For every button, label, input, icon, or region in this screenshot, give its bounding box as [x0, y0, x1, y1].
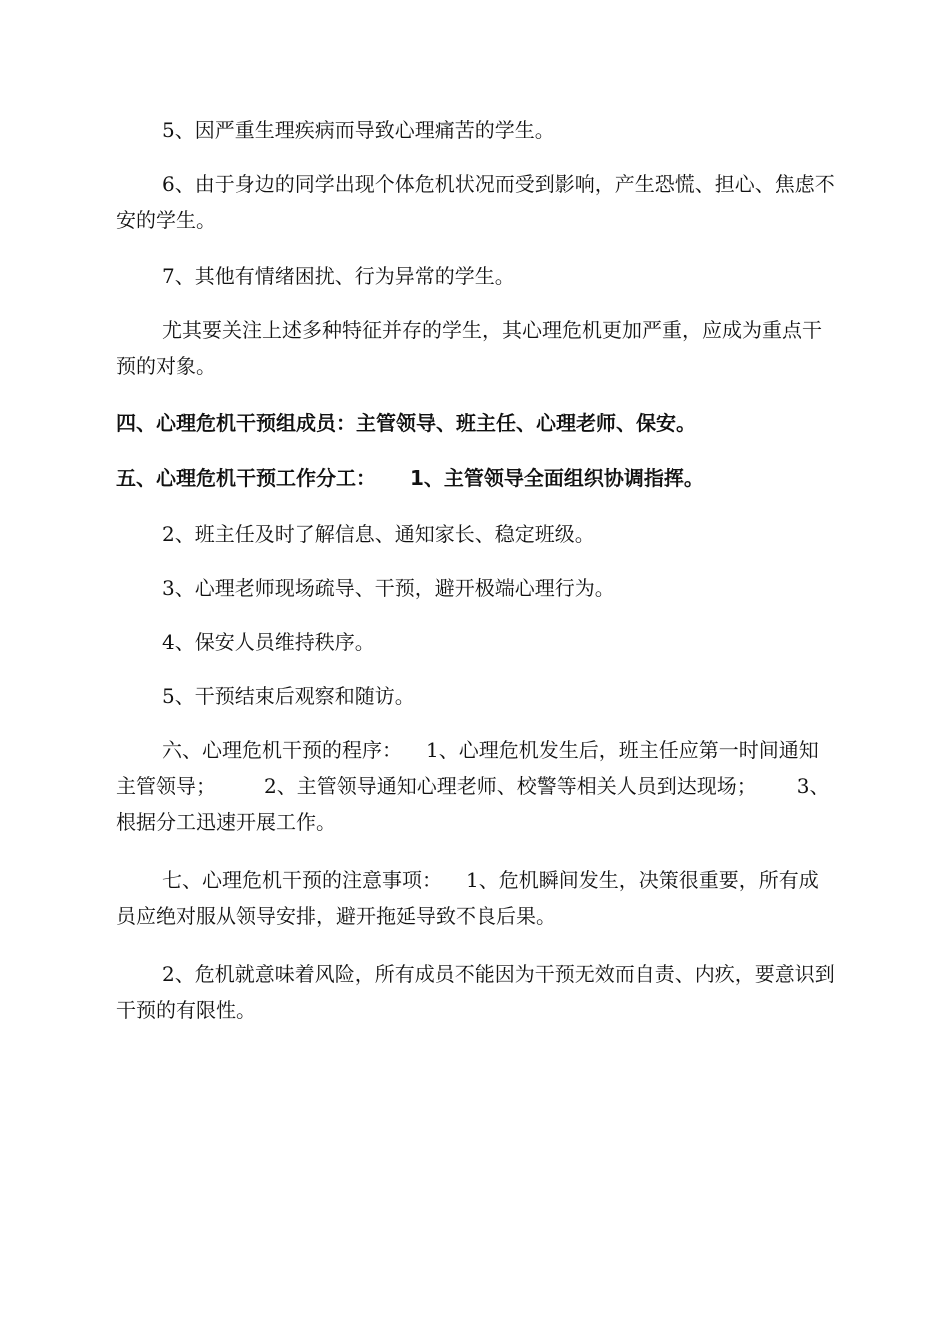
section-7-paragraph [116, 862, 836, 934]
section-6-step-1: 1、心理危机发生后，班主任应第一时间通知主管领导； [116, 738, 819, 798]
paragraph-item-6: 6、由于身边的同学出现个体危机状况而受到影响，产生恐慌、担心、焦虑不安的学生。 [116, 172, 835, 232]
paragraph-item-5: 5、因严重生理疾病而导致心理痛苦的学生。 [162, 118, 555, 142]
section-6-paragraph [116, 732, 836, 840]
section-7-heading: 七、心理危机干预的注意事项： [162, 868, 442, 892]
section-6-step-3: 3、根据分工迅速开展工作。 [116, 774, 830, 834]
paragraph-item-7: 7、其他有情绪困扰、行为异常的学生。 [162, 264, 515, 288]
section-4-heading: 四、心理危机干预组成员：主管领导、班主任、心理老师、保安。 [116, 411, 696, 435]
section-5-item-5: 5、干预结束后观察和随访。 [162, 684, 415, 708]
section-6-step-2: 2、主管领导通知心理老师、校警等相关人员到达现场； [264, 774, 757, 798]
section-5-item-1: 1、主管领导全面组织协调指挥。 [410, 466, 704, 490]
section-6-heading: 六、心理危机干预的程序： [162, 738, 402, 762]
section-5-heading: 五、心理危机干预工作分工： [116, 466, 376, 490]
section-7-note-1: 1、危机瞬间发生，决策很重要，所有成员应绝对服从领导安排，避开拖延导致不良后果。 [116, 868, 819, 928]
section-5-item-2: 2、班主任及时了解信息、通知家长、稳定班级。 [162, 522, 595, 546]
paragraph-focus-note: 尤其要关注上述多种特征并存的学生，其心理危机更加严重，应成为重点干预的对象。 [116, 318, 822, 378]
section-7-note-2: 2、危机就意味着风险，所有成员不能因为干预无效而自责、内疚，要意识到干预的有限性。 [116, 962, 835, 1022]
section-5-item-3: 3、心理老师现场疏导、干预，避开极端心理行为。 [162, 576, 615, 600]
section-5-heading-line [116, 460, 836, 496]
section-5-item-4: 4、保安人员维持秩序。 [162, 630, 375, 654]
